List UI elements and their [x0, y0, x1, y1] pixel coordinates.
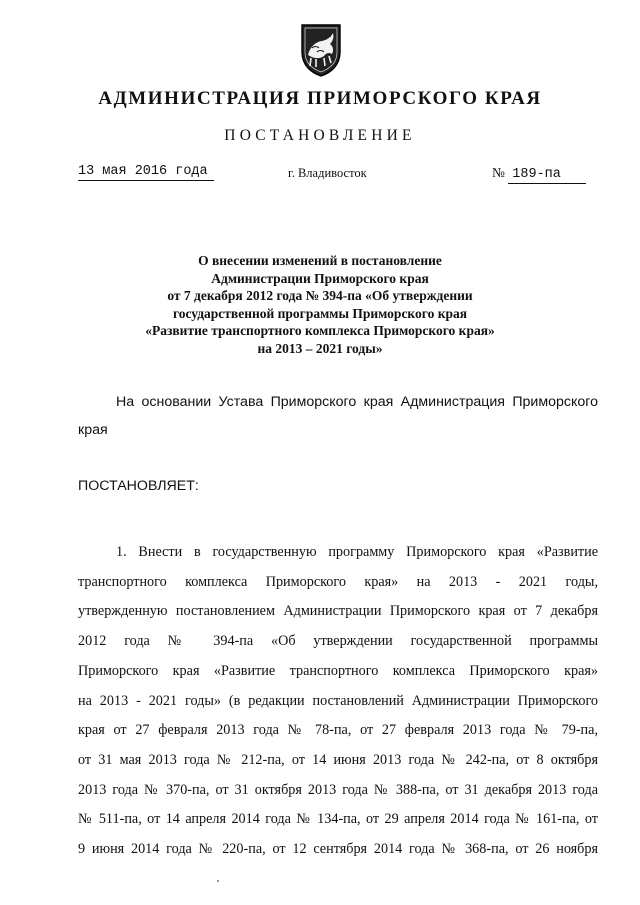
document-subject — [0, 252, 640, 358]
number-sign: № — [492, 165, 505, 180]
paragraph-line: 1. Внести в государственную программу Приморского края «Развитие — [116, 544, 598, 560]
paragraph-line: на 2013 - 2021 годы» (в редакции постановлений Администрации Приморского — [78, 692, 598, 709]
paragraph-line: транспортного комплекса Приморского края» на 2013 - 2021 годы, — [78, 573, 598, 590]
paragraph-line: края от 27 февраля 2013 года № 78-па, от 27 февраля 2013 года № 79-па, — [78, 722, 598, 739]
subject-line: от 7 декабря 2012 года № 394-па «Об утверждении — [167, 288, 473, 304]
document-number — [492, 165, 586, 184]
paragraph-line: от 31 мая 2013 года № 212-па, от 14 июня 2013 года № 242-па, от 8 октября — [78, 751, 598, 768]
paragraph-line: 2013 года № 370-па, от 31 октября 2013 года № 388-па, от 31 декабря 2013 года — [78, 781, 598, 798]
subject-line: «Развитие транспортного комплекса Приморского края» — [145, 323, 495, 339]
point-1-paragraph — [78, 538, 598, 865]
document-city: г. Владивосток — [288, 166, 367, 180]
paragraph-line: утвержденную постановлением Администрации Приморского края от 7 декабря — [78, 603, 598, 620]
paragraph-line: № 511-па, от 14 апреля 2014 года № 134-па, от 29 апреля 2014 года № 161-па, от — [78, 811, 598, 828]
document-type: ПОСТАНОВЛЕНИЕ — [224, 127, 416, 144]
number-value: 189-па — [508, 167, 586, 184]
administration-title: АДМИНИСТРАЦИЯ ПРИМОРСКОГО КРАЯ — [98, 88, 542, 109]
subject-line: на 2013 – 2021 годы» — [257, 340, 383, 356]
subject-line: государственной программы Приморского края — [172, 305, 468, 321]
coat-of-arms-icon — [298, 22, 344, 78]
paragraph-line: Приморского края «Развитие транспортного комплекса Приморского края» — [78, 662, 598, 679]
basis-paragraph: На основании Устава Приморского края Администрация Приморского края — [78, 394, 598, 438]
subject-line: Администрации Приморского края — [211, 270, 429, 286]
page-mark — [217, 880, 219, 882]
paragraph-line: 2012 года № 394-па «Об утверждении государственной программы — [78, 633, 598, 650]
paragraph-line: 9 июня 2014 года № 220-па, от 12 сентября 2014 года № 368-па, от 26 ноября — [78, 841, 598, 858]
document-date: 13 мая 2016 года — [78, 164, 214, 181]
decree-heading: ПОСТАНОВЛЯЕТ: — [78, 478, 199, 494]
subject-line: О внесении изменений в постановление — [198, 253, 442, 268]
